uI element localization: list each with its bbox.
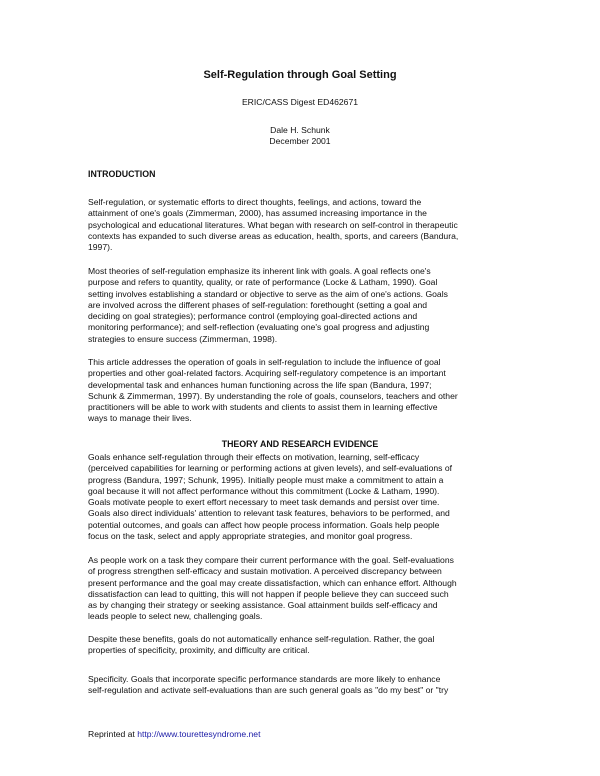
source-link[interactable]: http://www.tourettesyndrome.net — [137, 729, 261, 739]
text-line: properties of specificity, proximity, and difficulty are critical. — [88, 645, 310, 656]
text-line: strategies to ensure success (Zimmerman, 1998). — [88, 333, 278, 344]
text-line: self-regulation and activate self-evaluations than are such general goals as "do my best" or "try — [88, 685, 449, 696]
text-line: of progress strengthen self-efficacy and sustain motivation. A perceived discrepancy between — [88, 566, 442, 577]
text-line: properties and other goal-related factors. Acquiring self-regulatory competence is an important — [88, 368, 446, 379]
text-line: purpose and refers to quantity, quality, or rate of performance (Locke & Latham, 1990). Goal — [88, 277, 438, 288]
text-line: goal because it will not affect performance without this commitment (Locke & Latham, 1990). — [88, 485, 440, 496]
paragraph-4 — [88, 452, 528, 542]
theory-heading: THEORY AND RESEARCH EVIDENCE — [221, 439, 379, 449]
reprint-footer — [88, 729, 260, 740]
text-line: Despite these benefits, goals do not automatically enhance self-regulation. Rather, the goal — [88, 634, 435, 644]
publication-date: December 2001 — [269, 136, 331, 146]
text-line: practitioners will be able to work with students and clients to assist them in learning effective — [88, 402, 438, 413]
text-line: as by changing their strategy or seeking assistance. Goal attainment builds self-efficacy and — [88, 600, 438, 611]
introduction-heading: INTRODUCTION — [88, 169, 156, 179]
text-line: focus on the task, select and apply appropriate strategies, and monitor goal progress. — [88, 531, 413, 542]
text-line: (perceived capabilities for learning or performing actions at given levels), and self-evaluations of — [88, 463, 452, 474]
text-line: deciding on goal strategies); performance control (employing goal-directed actions and — [88, 311, 418, 322]
digest-number: ERIC/CASS Digest ED462671 — [241, 97, 359, 107]
document-title: Self-Regulation through Goal Setting — [203, 69, 397, 81]
text-line: Goals enhance self-regulation through their effects on motivation, learning, self-efficacy — [88, 452, 420, 462]
text-line: psychological and educational literatures. What began with research on self-control in therapeutic — [88, 219, 458, 230]
text-line: present performance and the goal may create dissatisfaction, which can enhance effort. Although — [88, 577, 457, 588]
text-line: Goals also direct individuals' attention to relevant task features, behaviors to be performed, and — [88, 508, 450, 519]
text-line: ways to manage their lives. — [88, 413, 192, 424]
text-line: This article addresses the operation of goals in self-regulation to include the influence of goal — [88, 357, 441, 367]
text-line: attainment of one's goals (Zimmerman, 2000), has assumed increasing importance in the — [88, 208, 427, 219]
text-line: Goals motivate people to exert effort necessary to meet task demands and persist over time. — [88, 497, 440, 508]
text-line: Most theories of self-regulation emphasize its inherent link with goals. A goal reflects one's — [88, 266, 431, 276]
paragraph-7 — [88, 674, 528, 697]
paragraph-6 — [88, 634, 528, 657]
text-line: setting involves establishing a standard or objective to serve as the aim of one's actions. Goals — [88, 288, 448, 299]
text-line: are involved across the different phases of self-regulation: forethought (setting a goal and — [88, 299, 428, 310]
text-line: leads people to select new, challenging goals. — [88, 611, 263, 622]
text-line: monitoring performance); and self-reflection (evaluating one's goal progress and adjusting — [88, 322, 430, 333]
text-line: Schunk & Zimmerman, 1997). By understanding the role of goals, counselors, teachers and other — [88, 390, 458, 401]
paragraph-5 — [88, 555, 528, 623]
text-line: Self-regulation, or systematic efforts to direct thoughts, feelings, and actions, toward the — [88, 197, 422, 207]
text-line: potential outcomes, and goals can affect how people process information. Goals help people — [88, 519, 440, 530]
paragraph-3 — [88, 357, 528, 425]
footer-prefix: Reprinted at — [88, 729, 138, 739]
text-line: 1997). — [88, 242, 113, 253]
text-line: As people work on a task they compare their current performance with the goal. Self-evaluations — [88, 555, 454, 565]
text-line: developmental task and enhances human functioning across the life span (Bandura, 1997; — [88, 379, 432, 390]
text-line: progress (Bandura, 1997; Schunk, 1995). Initially people must make a commitment to attain a — [88, 474, 444, 485]
text-line: contexts has expanded to such diverse areas as education, health, sports, and careers (Bandura, — [88, 230, 459, 241]
text-line: dissatisfaction can lead to quitting, this will not happen if people believe they can succeed such — [88, 588, 449, 599]
text-line: Specificity. Goals that incorporate specific performance standards are more likely to enhance — [88, 674, 441, 684]
paragraph-1 — [88, 197, 528, 253]
paragraph-2 — [88, 266, 528, 345]
author-name: Dale H. Schunk — [270, 125, 330, 135]
